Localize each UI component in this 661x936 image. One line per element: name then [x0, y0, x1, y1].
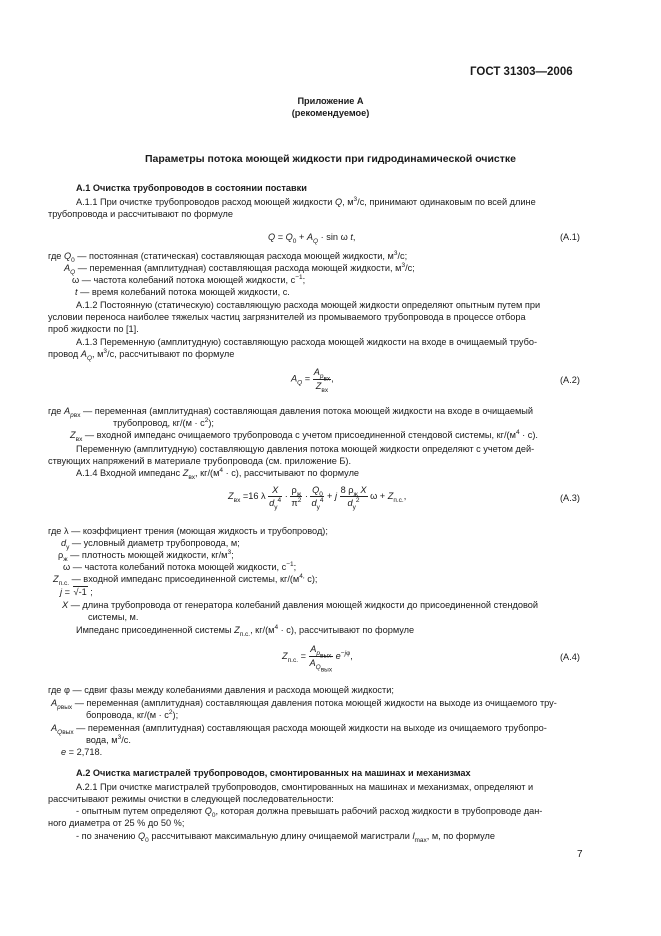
paragraph-a21-item2: - по значению $Q_0$ рассчитывают максимальную длину очищаемой магистрали $l_{max}$, м, по формуле — [76, 831, 495, 844]
where-aq: $A_Q$ — переменная (амплитудная) составляющая расхода моющей жидкости, $м^3/с$; — [64, 261, 415, 276]
formula-a2: $A_Q$ = $\frac{A_{p_{вх}}}{Z_{вх}}$ , — [291, 367, 334, 394]
paragraph-a21-line1: А.2.1 При очистке магистралей трубопроводов, смонтированных на машинах и механизмах, определяют и — [76, 782, 534, 792]
where-omega: ω — частота колебаний потока моющей жидкости, $с^{-1}$; — [72, 273, 306, 285]
paragraph-a21-line2: рассчитывают режимы очистки в следующей последовательности: — [48, 794, 334, 804]
paragraph-a13-line2: провод $A_Q$, $м^3/с$, рассчитывают по формуле — [48, 347, 235, 362]
paragraph-a13-line3: Переменную (амплитудную) составляющую давления потока моющей жидкости определяют с учетом дей- — [76, 444, 535, 454]
paragraph-a11-line2: трубопровода и рассчитывают по формуле — [48, 209, 233, 219]
section-heading-a2: А.2 Очистка магистралей трубопроводов, смонтированных на машинах и механизмах — [76, 768, 471, 778]
where-aq-out: $A_{Qвых}$ — переменная (амплитудная) составляющая расхода моющей жидкости на выходе из очищаемого трубопро- — [51, 723, 547, 736]
standard-number: ГОСТ 31303—2006 — [470, 66, 573, 78]
where-zps: $Z_{п.с.}$ — входной импеданс присоединенной системы, $кг/(м^{4,}$ с); — [53, 572, 318, 587]
page-number: 7 — [577, 849, 583, 860]
appendix-note: (рекомендуемое) — [291, 108, 370, 118]
section-heading-a1: А.1 Очистка трубопроводов в состоянии поставки — [76, 183, 307, 193]
paragraph-a11-line1: А.1.1 При очистке трубопроводов расход моющей жидкости Q, $м^3/с$, принимают одинаковым по всей длине — [76, 195, 536, 207]
where-x-cont: системы, м. — [88, 612, 139, 622]
formula-a1: $Q = Q_0 + A_Q \cdot \sin \omega$ t, — [268, 232, 356, 245]
where-lambda: где λ — коэффициент трения (моющая жидкость и трубопровод); — [48, 526, 328, 536]
paragraph-a21-item1-cont: ного диаметра от 25 % до 50 %; — [48, 818, 185, 828]
where-q0: где $Q_0$ — постоянная (статическая) составляющая расхода моющей жидкости, $м^3/с$; — [48, 249, 408, 264]
paragraph-a14-b: Импеданс присоединенной системы $Z_{п.с.}$, $кг/(м^4 \cdot с)$, рассчитывают по формуле — [76, 623, 415, 638]
where-x: X — длина трубопровода от генератора колебаний давления моющей жидкости до присоединенной стендовой — [62, 600, 538, 610]
where-ap-out-cont: бопровода, $кг/(м \cdot с^2)$; — [86, 708, 179, 720]
where-ap-out: $A_{pвых}$ — переменная (амплитудная) составляющая давления потока моющей жидкости на выходе из очищаемого тру- — [51, 698, 557, 711]
where-t: t — время колебаний потока моющей жидкости, с. — [75, 287, 290, 297]
paragraph-a14: А.1.4 Входной импеданс $Z_{вх}$, $кг/(м^4 \cdot с)$, рассчитывают по формуле — [76, 466, 360, 481]
where-ap-in: где $A_{pвх}$ — переменная (амплитудная) составляющая давления потока моющей жидкости на входе в очищаемый — [48, 406, 534, 419]
formula-a3-number: (А.3) — [560, 493, 580, 503]
where-e: е = 2,718. — [61, 747, 103, 757]
where-j: j = √-1 ; — [60, 587, 93, 597]
paragraph-a12-line3: проб жидкости по [1]. — [48, 324, 139, 334]
where-ap-in-cont: трубопровод, $кг/(м \cdot с^2)$; — [113, 416, 214, 428]
formula-a4-number: (А.4) — [560, 652, 580, 662]
where-rho: $\rho_ж$ — плотность моющей жидкости, $кг/м^3$; — [58, 548, 234, 563]
formula-a3: $Z_{вх} =16$ λ $\frac{X}{d_у^4}$ · $\frac{\rho_ж}{\pi^2}$ · $\frac{Q_0}{d_у^4}$ + j $\frac{8 \rho_ж X}{d_у^2}$ $\omega + Z_{п.с.}$, — [228, 485, 407, 511]
appendix-title: Приложение А — [297, 96, 364, 106]
paragraph-a21-item1: - опытным путем определяют $Q_0$, которая должна превышать рабочий расход жидкости в трубопроводе дан- — [76, 806, 543, 819]
document-title: Параметры потока моющей жидкости при гидродинамической очистке — [144, 153, 517, 165]
where-phi: где φ — сдвиг фазы между колебаниями давления и расхода моющей жидкости; — [48, 685, 394, 695]
where-z-in: $Z_{вх}$ — входной импеданс очищаемого трубопровода с учетом присоединенной стендовой системы, $кг/(м^4 \cdot с)$. — [70, 428, 538, 443]
formula-a4: $Z_{п.с.}$ = $\frac{A_{p_{вых}}}{A_{Q_{вых}}}$ $e^{-j\varphi}$, — [282, 644, 353, 674]
paragraph-a12-line1: А.1.2 Постоянную (статическую) составляющую расхода моющей жидкости определяют опытным путем при — [76, 300, 541, 310]
where-omega-2: ω — частота колебаний потока моющей жидкости, $с^{-1}$; — [63, 560, 297, 572]
where-dy: $d_у$ — условный диаметр трубопровода, м; — [61, 538, 240, 551]
formula-a2-number: (А.2) — [560, 375, 580, 385]
paragraph-a13-line1: А.1.3 Переменную (амплитудную) составляющую расхода моющей жидкости на входе в очищаемый трубо- — [76, 337, 538, 347]
formula-a1-number: (А.1) — [560, 232, 580, 242]
where-aq-out-cont: вода, $м^3/с$. — [86, 733, 131, 745]
paragraph-a13-line4: ствующих напряжений в материале трубопровода (см. приложение Б). — [48, 456, 352, 466]
paragraph-a12-line2: условии переноса наиболее тяжелых частиц загрязнителей из промываемого трубопровода в процессе отбора — [48, 312, 526, 322]
